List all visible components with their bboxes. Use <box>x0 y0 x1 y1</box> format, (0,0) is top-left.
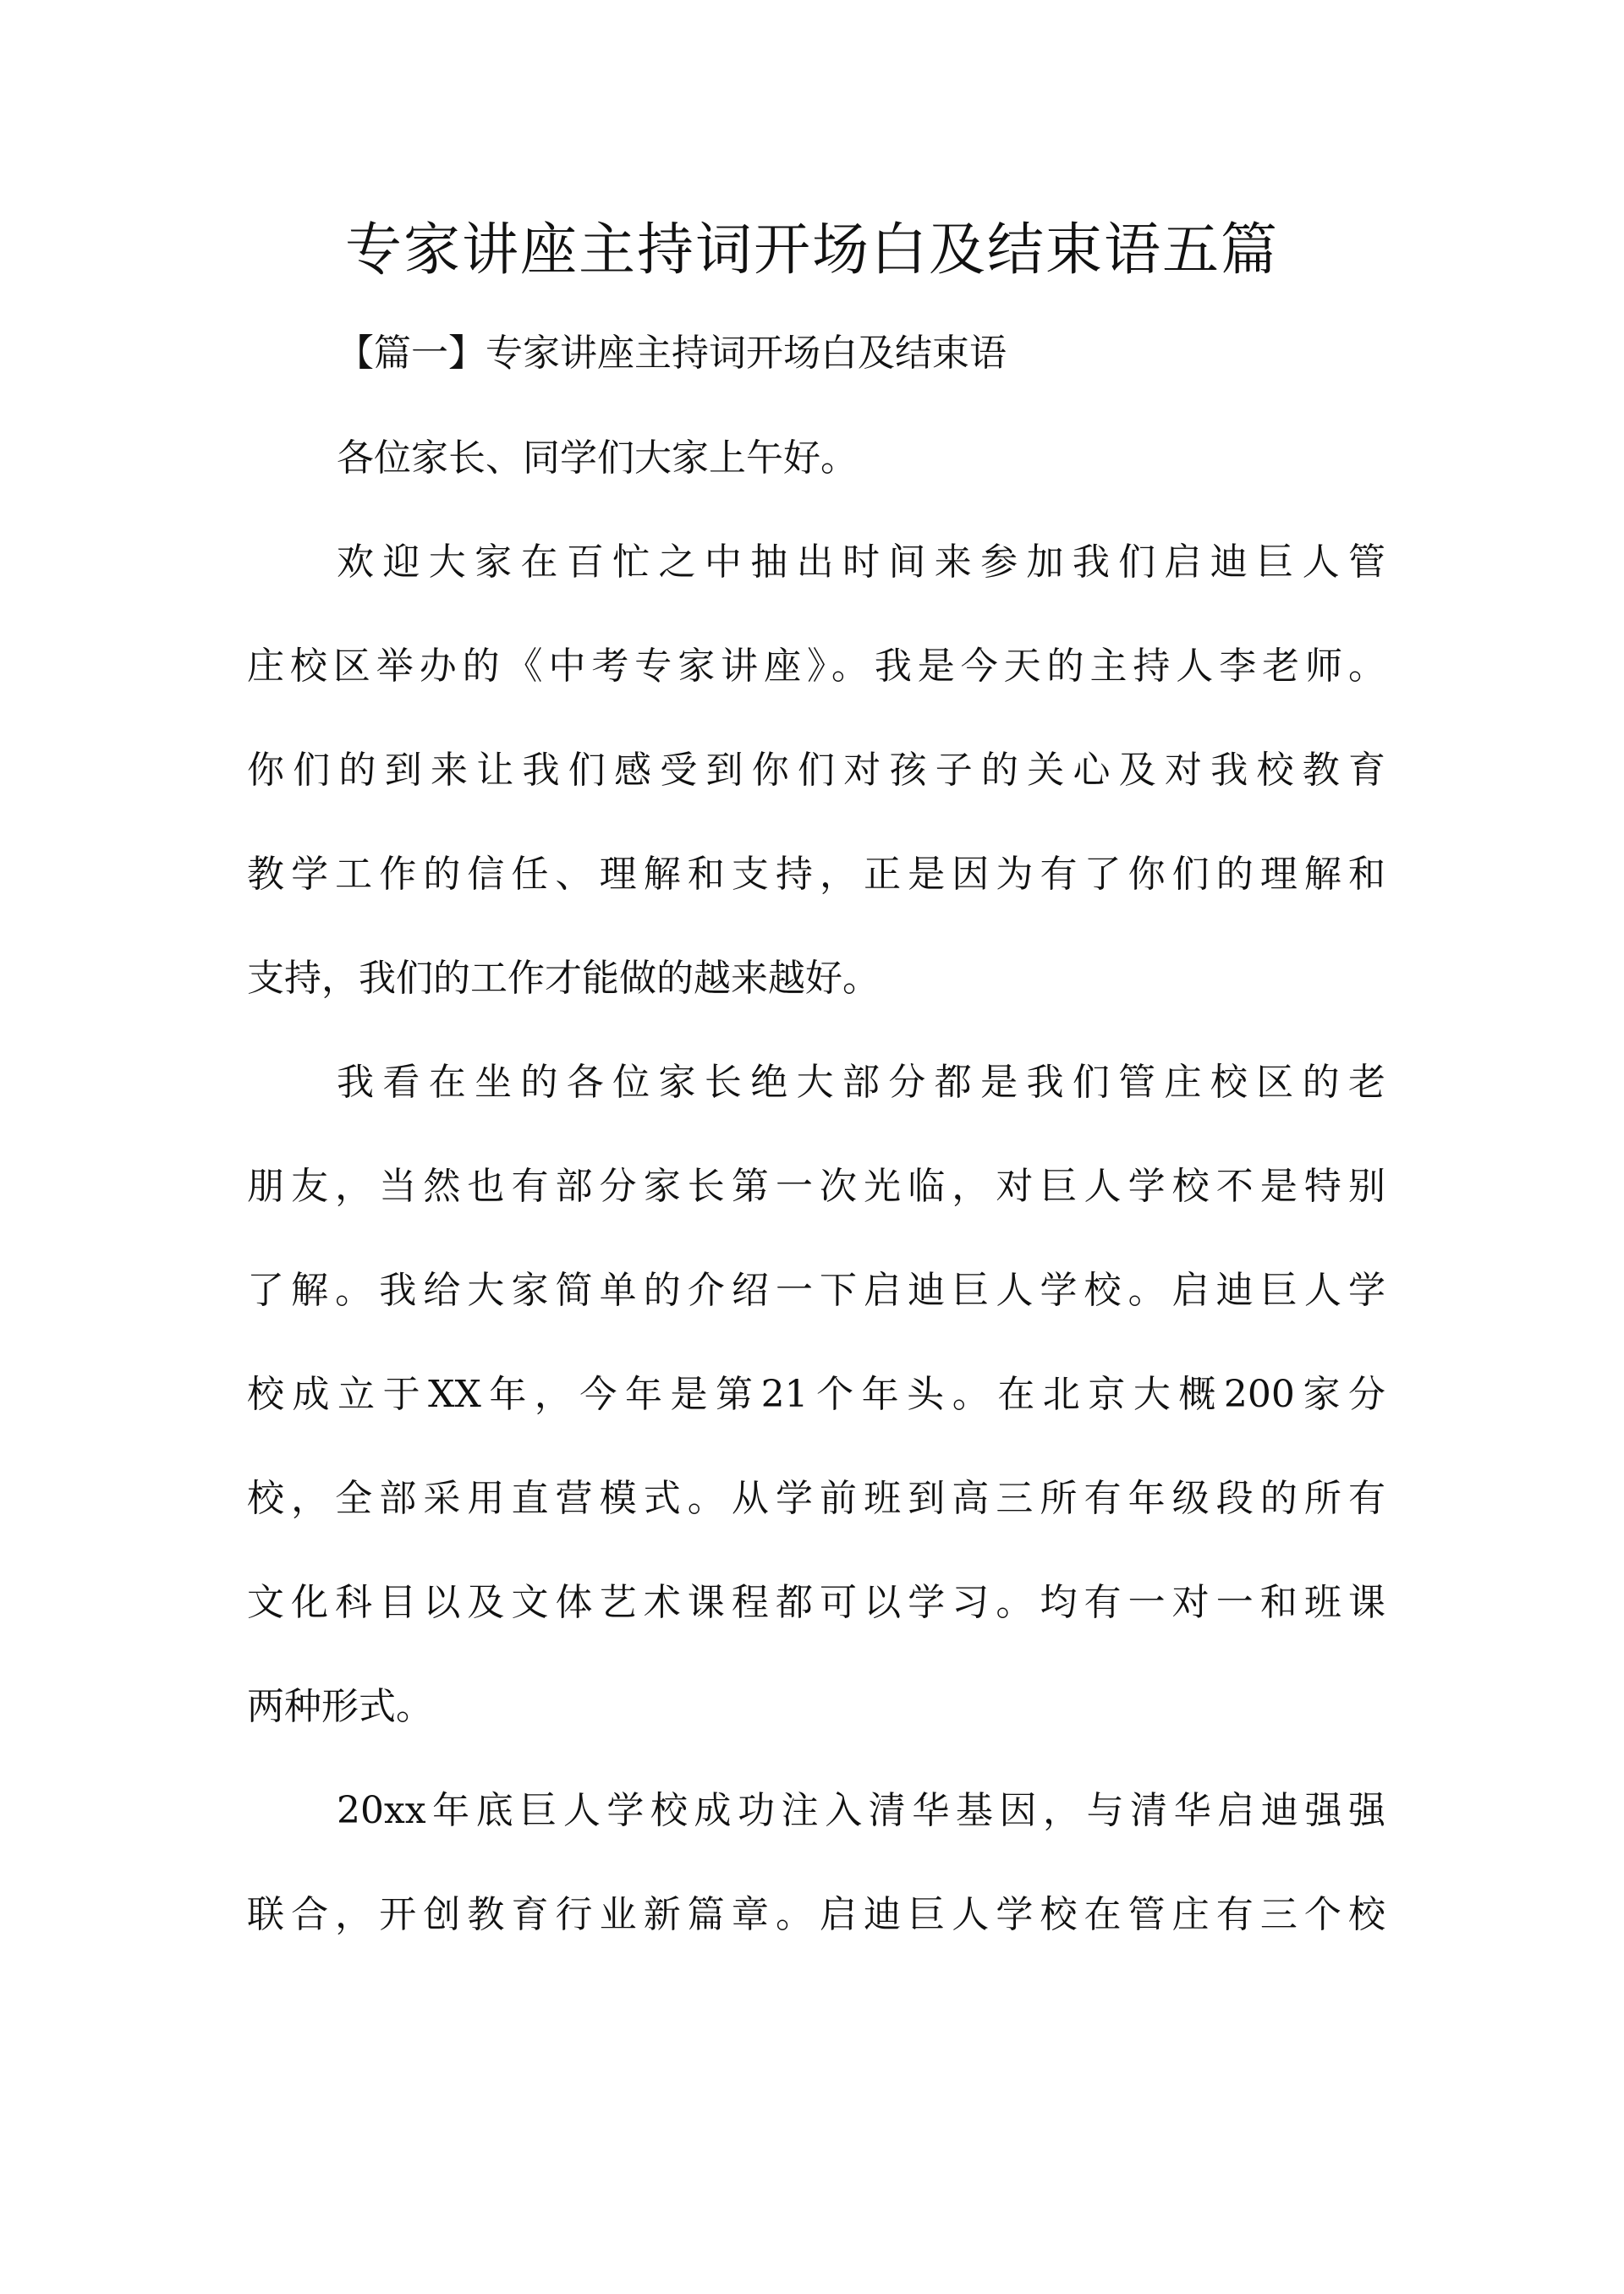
paragraph1-line: 教学工作的信任、理解和支持，正是因为有了你们的理解和 <box>247 853 1385 896</box>
document-title: 专家讲座主持词开场白及结束语五篇 <box>345 217 1279 283</box>
greeting-line: 各位家长、同学们大家上午好。 <box>337 436 858 480</box>
paragraph2-line: 校成立于XX年，今年是第21个年头。在北京大概200家分 <box>247 1373 1385 1416</box>
paragraph1-line: 支持，我们的工作才能做的越来越好。 <box>247 957 880 1000</box>
paragraph2-line: 朋友，当然也有部分家长第一次光临，对巨人学校不是特别 <box>247 1165 1385 1208</box>
paragraph3-line: 联合，开创教育行业新篇章。启迪巨人学校在管庄有三个校 <box>247 1893 1385 1936</box>
paragraph2-line: 校，全部采用直营模式。从学前班到高三所有年级段的所有 <box>247 1477 1385 1520</box>
section-heading: 【篇一】专家讲座主持词开场白及结束语 <box>337 332 1007 375</box>
paragraph1-line: 欢迎大家在百忙之中抽出时间来参加我们启迪巨人管 <box>337 541 1385 584</box>
paragraph2-line: 文化科目以及文体艺术课程都可以学习。均有一对一和班课 <box>247 1581 1385 1624</box>
paragraph2-line: 两种形式。 <box>247 1685 433 1728</box>
paragraph1-line: 你们的到来让我们感受到你们对孩子的关心及对我校教育 <box>247 749 1385 792</box>
paragraph2-line: 我看在坐的各位家长绝大部分都是我们管庄校区的老 <box>337 1061 1385 1104</box>
paragraph2-line: 了解。我给大家简单的介绍一下启迪巨人学校。启迪巨人学 <box>247 1269 1385 1312</box>
paragraph3-line: 20xx年底巨人学校成功注入清华基因，与清华启迪强强 <box>337 1789 1385 1832</box>
paragraph1-line: 庄校区举办的《中考专家讲座》。我是今天的主持人李老师。 <box>247 645 1385 688</box>
